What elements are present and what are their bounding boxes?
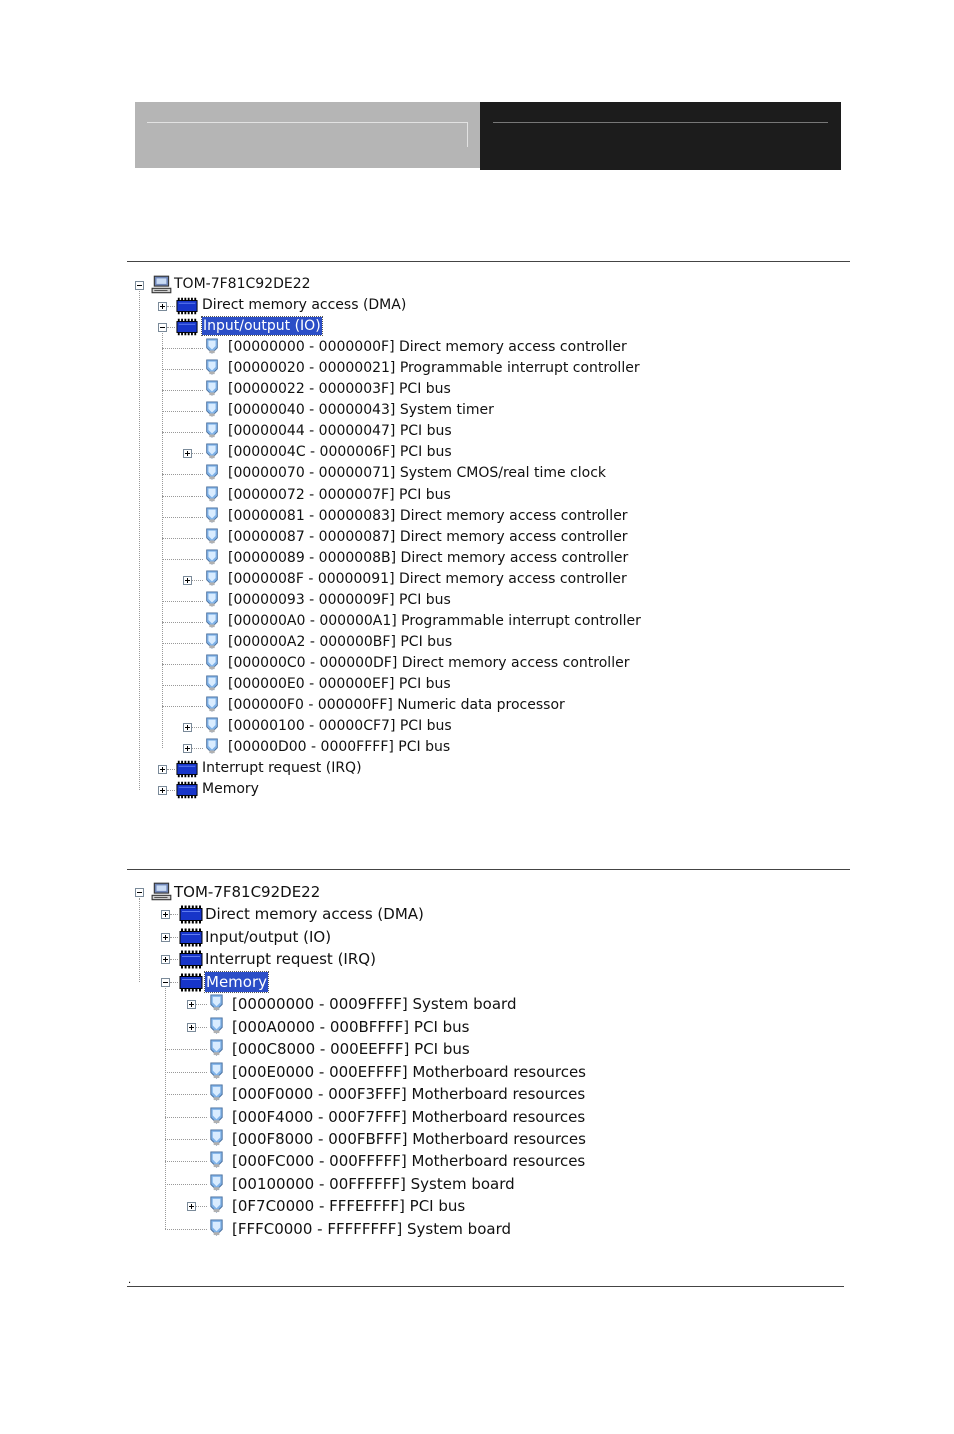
category-connector-0 <box>167 306 175 307</box>
resource-icon <box>204 716 220 738</box>
category-toggle-0[interactable] <box>158 302 167 311</box>
section-rule-1 <box>127 261 850 262</box>
category-toggle-2[interactable] <box>161 955 170 964</box>
resource-icon <box>204 463 220 485</box>
resource-icon <box>208 993 225 1016</box>
item-toggle-11[interactable] <box>183 576 192 585</box>
root-branch-line <box>139 898 140 982</box>
category-label-2[interactable]: Interrupt request (IRQ) <box>202 760 362 777</box>
resource-item-2[interactable]: [00000022 - 0000003F] PCI bus <box>228 381 451 398</box>
category-label-3[interactable]: Memory <box>202 781 259 798</box>
resource-icon <box>204 442 220 464</box>
item-stub-7 <box>192 496 203 497</box>
chip-icon <box>176 781 198 803</box>
category-connector-3 <box>170 982 178 983</box>
chip-icon <box>176 318 198 340</box>
resource-item-6[interactable]: [000F8000 - 000FBFFF] Motherboard resources <box>232 1129 586 1148</box>
chip-icon <box>176 760 198 782</box>
item-stub-15 <box>192 664 203 665</box>
resource-icon <box>204 400 220 422</box>
item-stub-18 <box>192 727 203 728</box>
item-connector-1 <box>162 369 192 370</box>
item-stub-4 <box>192 432 203 433</box>
resource-item-4[interactable]: [000F0000 - 000F3FFF] Motherboard resources <box>232 1085 586 1104</box>
item-connector-7 <box>165 1161 196 1162</box>
footer-rule <box>127 1286 844 1287</box>
footer-mark: . <box>128 1275 132 1286</box>
resource-icon <box>204 379 220 401</box>
resource-item-5[interactable]: [0000004C - 0000006F] PCI bus <box>228 444 452 461</box>
resource-icon <box>208 1083 225 1106</box>
category-toggle-3[interactable] <box>161 978 170 987</box>
resource-item-17[interactable]: [000000F0 - 000000FF] Numeric data processor <box>228 697 565 713</box>
item-stub-5 <box>192 453 203 454</box>
section-rule-2 <box>127 869 850 870</box>
item-stub-8 <box>196 1184 207 1185</box>
item-connector-4 <box>162 432 192 433</box>
item-stub-8 <box>192 517 203 518</box>
resource-item-8[interactable]: [00100000 - 00FFFFFF] System board <box>232 1174 515 1193</box>
resource-item-9[interactable]: [00000087 - 00000087] Direct memory access controller <box>228 528 628 545</box>
resource-item-14[interactable]: [000000A2 - 000000BF] PCI bus <box>228 633 453 650</box>
resource-icon <box>204 548 220 570</box>
resource-icon <box>204 611 220 633</box>
resource-item-10[interactable]: [00000089 - 0000008B] Direct memory access controller <box>228 549 629 566</box>
item-connector-4 <box>165 1094 196 1095</box>
category-connector-2 <box>167 769 175 770</box>
item-toggle-19[interactable] <box>183 744 192 753</box>
item-connector-2 <box>162 390 192 391</box>
item-stub-17 <box>192 706 203 707</box>
resource-icon <box>204 527 220 549</box>
item-stub-19 <box>192 748 203 749</box>
resource-icon <box>208 1218 225 1241</box>
category-toggle-2[interactable] <box>158 765 167 774</box>
category-label-3[interactable]: Memory <box>206 972 268 991</box>
resource-item-3[interactable]: [000E0000 - 000EFFFF] Motherboard resources <box>232 1062 587 1081</box>
resource-item-12[interactable]: [00000093 - 0000009F] PCI bus <box>228 591 451 608</box>
resource-icon <box>204 632 220 654</box>
resource-icon <box>204 590 220 612</box>
item-connector-17 <box>162 706 192 707</box>
category-toggle-0[interactable] <box>161 910 170 919</box>
resource-icon <box>204 695 220 717</box>
item-stub-4 <box>196 1094 207 1095</box>
item-connector-8 <box>162 517 192 518</box>
resource-icon <box>204 569 220 591</box>
item-connector-6 <box>165 1139 196 1140</box>
item-stub-9 <box>192 538 203 539</box>
resource-item-0[interactable]: [00000000 - 0000000F] Direct memory access controller <box>228 339 627 356</box>
category-toggle-1[interactable] <box>161 933 170 942</box>
item-stub-10 <box>192 559 203 560</box>
resource-icon <box>204 337 220 359</box>
header-left-line <box>147 122 468 147</box>
resource-item-0[interactable]: [00000000 - 0009FFFF] System board <box>232 995 517 1014</box>
category-connector-1 <box>170 937 178 938</box>
item-stub-13 <box>192 622 203 623</box>
resource-icon <box>204 653 220 675</box>
resource-item-13[interactable]: [000000A0 - 000000A1] Programmable interrupt controller <box>228 612 641 629</box>
chip-icon <box>179 973 203 996</box>
category-connector-0 <box>170 914 178 915</box>
header-banner-left <box>135 102 480 168</box>
chip-icon <box>179 905 203 928</box>
item-connector-12 <box>162 601 192 602</box>
resource-item-7[interactable]: [00000072 - 0000007F] PCI bus <box>228 486 451 503</box>
item-stub-9 <box>196 1206 207 1207</box>
resource-item-9[interactable]: [0F7C0000 - FFFEFFFF] PCI bus <box>232 1197 466 1216</box>
item-stub-3 <box>196 1072 207 1073</box>
tree-root-label[interactable]: TOM-7F81C92DE22 <box>174 883 321 901</box>
category-label-0[interactable]: Direct memory access (DMA) <box>205 905 424 924</box>
resource-icon <box>204 506 220 528</box>
resource-icon <box>204 737 220 759</box>
item-connector-16 <box>162 685 192 686</box>
item-toggle-5[interactable] <box>183 449 192 458</box>
root-collapse-toggle[interactable] <box>135 888 144 897</box>
resource-item-6[interactable]: [00000070 - 00000071] System CMOS/real time clock <box>228 465 606 482</box>
item-connector-14 <box>162 643 192 644</box>
resource-item-18[interactable]: [00000100 - 00000CF7] PCI bus <box>228 718 452 735</box>
resource-item-16[interactable]: [000000E0 - 000000EF] PCI bus <box>228 675 451 692</box>
resource-item-1[interactable]: [000A0000 - 000BFFFF] PCI bus <box>232 1017 470 1036</box>
tree-root-label[interactable]: TOM-7F81C92DE22 <box>174 276 311 292</box>
resource-icon <box>208 1061 225 1084</box>
item-stub-0 <box>192 348 203 349</box>
item-stub-3 <box>192 411 203 412</box>
category-connector-2 <box>170 959 178 960</box>
resource-icon <box>208 1128 225 1151</box>
resource-item-19[interactable]: [00000D00 - 0000FFFF] PCI bus <box>228 739 451 756</box>
item-connector-3 <box>162 411 192 412</box>
item-connector-10 <box>165 1229 196 1230</box>
computer-icon <box>151 881 173 907</box>
root-collapse-toggle[interactable] <box>135 281 144 290</box>
resource-icon <box>204 674 220 696</box>
item-stub-6 <box>196 1139 207 1140</box>
item-stub-16 <box>192 685 203 686</box>
resource-icon <box>208 1106 225 1129</box>
item-stub-6 <box>192 474 203 475</box>
resource-item-11[interactable]: [0000008F - 00000091] Direct memory access controller <box>228 570 627 587</box>
category-label-1[interactable]: Input/output (IO) <box>205 927 332 946</box>
resource-icon <box>208 1016 225 1039</box>
category-toggle-3[interactable] <box>158 786 167 795</box>
computer-icon <box>151 274 173 300</box>
child-branch-line <box>165 988 166 1229</box>
item-toggle-1[interactable] <box>187 1023 196 1032</box>
item-connector-13 <box>162 622 192 623</box>
category-connector-1 <box>167 327 175 328</box>
resource-icon <box>204 358 220 380</box>
item-stub-11 <box>192 580 203 581</box>
category-toggle-1[interactable] <box>158 323 167 332</box>
chip-icon <box>176 297 198 319</box>
resource-item-8[interactable]: [00000081 - 00000083] Direct memory access controller <box>228 507 628 524</box>
resource-icon <box>208 1195 225 1218</box>
item-stub-2 <box>196 1049 207 1050</box>
category-label-0[interactable]: Direct memory access (DMA) <box>202 297 407 314</box>
item-stub-0 <box>196 1004 207 1005</box>
category-label-2[interactable]: Interrupt request (IRQ) <box>205 950 376 969</box>
resource-item-1[interactable]: [00000020 - 00000021] Programmable interrupt controller <box>228 360 640 377</box>
item-stub-1 <box>196 1027 207 1028</box>
item-toggle-9[interactable] <box>187 1202 196 1211</box>
resource-icon <box>204 485 220 507</box>
resource-icon <box>208 1038 225 1061</box>
resource-item-10[interactable]: [FFFC0000 - FFFFFFFF] System board <box>232 1219 511 1238</box>
item-stub-12 <box>192 601 203 602</box>
header-right-line <box>493 122 828 123</box>
resource-item-5[interactable]: [000F4000 - 000F7FFF] Motherboard resources <box>232 1107 586 1126</box>
item-connector-3 <box>165 1072 196 1073</box>
item-stub-2 <box>192 390 203 391</box>
resource-icon <box>208 1173 225 1196</box>
chip-icon <box>179 950 203 973</box>
resource-item-3[interactable]: [00000040 - 00000043] System timer <box>228 402 494 419</box>
resource-item-4[interactable]: [00000044 - 00000047] PCI bus <box>228 423 452 440</box>
item-connector-10 <box>162 559 192 560</box>
item-connector-7 <box>162 496 192 497</box>
resource-item-7[interactable]: [000FC000 - 000FFFFF] Motherboard resources <box>232 1152 586 1171</box>
resource-item-15[interactable]: [000000C0 - 000000DF] Direct memory access controller <box>228 654 630 671</box>
item-connector-15 <box>162 664 192 665</box>
item-connector-9 <box>162 538 192 539</box>
item-toggle-0[interactable] <box>187 1000 196 1009</box>
item-connector-0 <box>162 348 192 349</box>
item-stub-14 <box>192 643 203 644</box>
item-connector-2 <box>165 1049 196 1050</box>
resource-icon <box>204 421 220 443</box>
item-connector-8 <box>165 1184 196 1185</box>
item-connector-5 <box>165 1117 196 1118</box>
category-label-1[interactable]: Input/output (IO) <box>203 318 321 335</box>
item-stub-7 <box>196 1161 207 1162</box>
item-stub-10 <box>196 1229 207 1230</box>
item-stub-5 <box>196 1117 207 1118</box>
item-toggle-18[interactable] <box>183 723 192 732</box>
header-banner-right <box>480 102 841 170</box>
item-connector-6 <box>162 474 192 475</box>
resource-icon <box>208 1150 225 1173</box>
item-stub-1 <box>192 369 203 370</box>
root-branch-line <box>139 291 140 790</box>
chip-icon <box>179 928 203 951</box>
category-connector-3 <box>167 790 175 791</box>
resource-item-2[interactable]: [000C8000 - 000EEFFF] PCI bus <box>232 1040 470 1059</box>
